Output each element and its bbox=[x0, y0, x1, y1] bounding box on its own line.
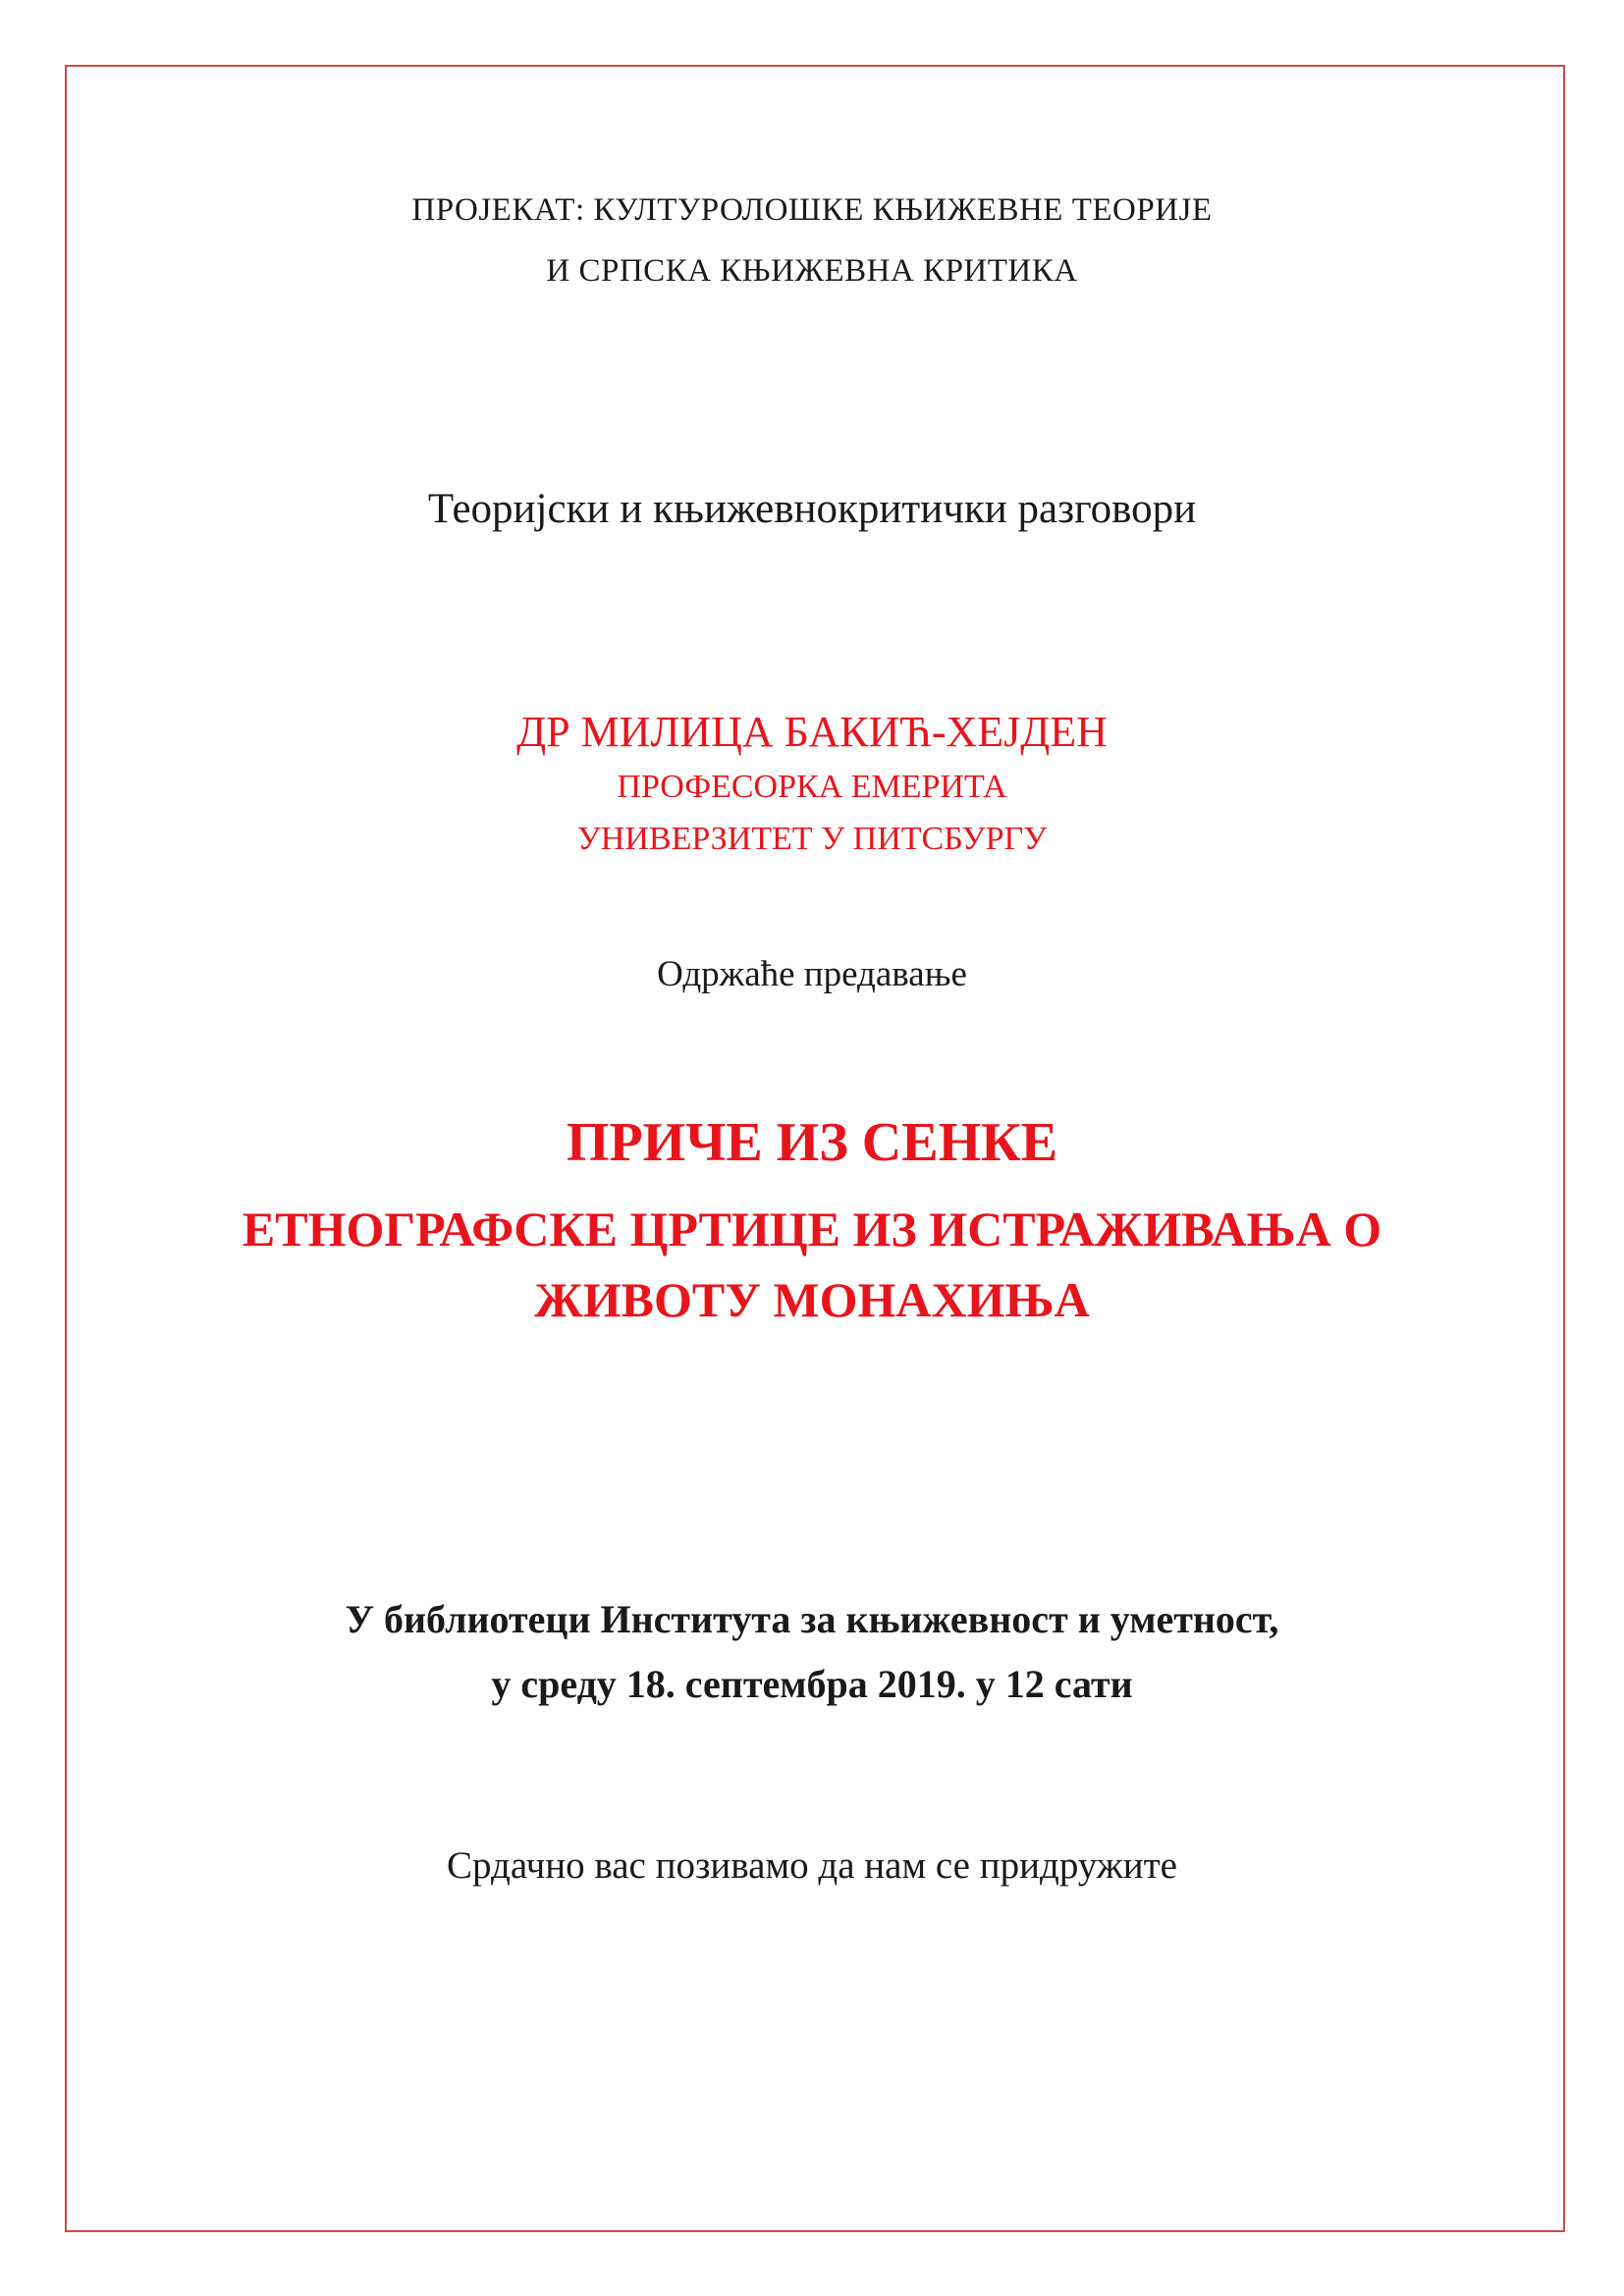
project-title-line-1: ПРОЈЕКАТ: КУЛТУРОЛОШКЕ КЊИЖЕВНЕ ТЕОРИЈЕ bbox=[411, 192, 1213, 228]
lecture-subtitle-line-1: ЕТНОГРАФСКЕ ЦРТИЦЕ ИЗ ИСТРАЖИВАЊА О bbox=[242, 1201, 1382, 1256]
venue-line-1: У библиотеци Института за књижевност и уметност, bbox=[345, 1597, 1279, 1641]
project-title-line-2: И СРПСКА КЊИЖЕВНА КРИТИКА bbox=[546, 253, 1078, 289]
lecture-announcement: Одржаће предавање bbox=[657, 954, 967, 994]
speaker-title: ПРОФЕСОРКА ЕМЕРИТА bbox=[617, 769, 1007, 805]
invitation-text: Срдачно вас позивамо да нам се придружите bbox=[447, 1844, 1177, 1887]
lecture-title: ПРИЧЕ ИЗ СЕНКЕ bbox=[566, 1112, 1058, 1173]
series-title: Теоријски и књижевнокритички разговори bbox=[427, 486, 1197, 532]
venue-line-2: у среду 18. септембра 2019. у 12 сати bbox=[491, 1662, 1133, 1706]
speaker-name: ДР МИЛИЦА БАКИЋ-ХЕЈДЕН bbox=[516, 708, 1108, 756]
lecture-subtitle-line-2: ЖИВОТУ МОНАХИЊА bbox=[534, 1272, 1090, 1327]
speaker-affiliation: УНИВЕРЗИТЕТ У ПИТСБУРГУ bbox=[576, 821, 1048, 857]
